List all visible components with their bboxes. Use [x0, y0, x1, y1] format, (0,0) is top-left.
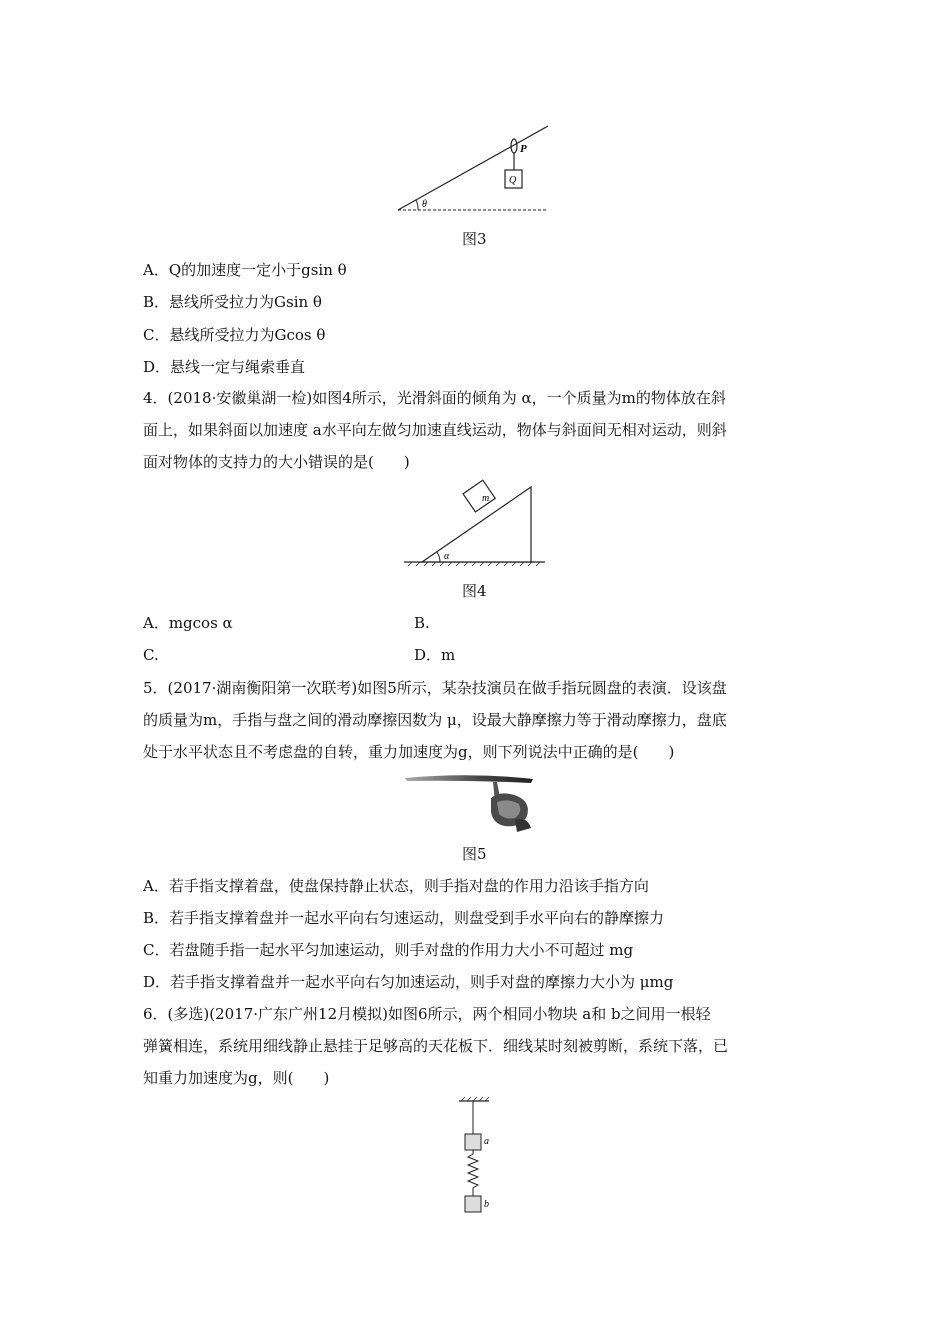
- q4-text-line-1: 4．(2018·安徽巢湖一检)如图4所示，光滑斜面的倾角为 α，一个质量为m的物体放在斜: [143, 389, 726, 407]
- q5-option-a: A．若手指支撑着盘，使盘保持静止状态，则手指对盘的作用力沿该手指方向: [143, 877, 649, 895]
- label-alpha: α: [444, 551, 450, 562]
- block-a: [465, 1134, 481, 1150]
- figure-5-photo: [405, 772, 535, 832]
- q5-text-line-2: 的质量为m，手指与盘之间的滑动摩擦因数为 μ，设最大静摩擦力等于滑动摩擦力，盘底: [143, 711, 727, 729]
- plate: [405, 775, 533, 783]
- figure-4-diagram: [400, 482, 550, 574]
- q4-option-c: C.: [143, 646, 159, 664]
- q5-text-line-3: 处于水平状态且不考虑盘的自转，重力加速度为g，则下列说法中正确的是( ): [143, 743, 675, 761]
- label-theta: θ: [422, 199, 427, 210]
- incline-rope: [398, 126, 548, 210]
- q6-text-line-1: 6．(多选)(2017·广东广州12月模拟)如图6所示，两个相同小物块 a和 b之间用一根轻: [143, 1005, 711, 1023]
- label-a: a: [484, 1136, 489, 1147]
- q4-text-line-2: 面上，如果斜面以加速度 a水平向左做匀加速直线运动，物体与斜面间无相对运动，则斜: [143, 421, 727, 439]
- figure-5-caption: 图5: [462, 845, 487, 863]
- spring: [468, 1150, 478, 1196]
- block-b: [465, 1196, 481, 1212]
- q5-option-b: B．若手指支撑着盘并一起水平向右匀速运动，则盘受到手水平向右的静摩擦力: [143, 909, 665, 927]
- label-b: b: [484, 1199, 489, 1210]
- q4-text-line-3: 面对物体的支持力的大小错误的是( ): [143, 453, 410, 471]
- q5-text-line-1: 5．(2017·湖南衡阳第一次联考)如图5所示，某杂技演员在做手指玩圆盘的表演．设该盘: [143, 679, 727, 697]
- q5-option-d: D．若手指支撑着盘并一起水平向右匀加速运动，则手对盘的摩擦力大小为 μmg: [143, 973, 674, 991]
- label-q: Q: [509, 175, 517, 186]
- sleeve: [515, 819, 531, 832]
- angle-arc: [416, 200, 418, 210]
- q3-option-a: A．Q的加速度一定小于gsin θ: [143, 261, 347, 279]
- figure-3-caption: 图3: [462, 230, 487, 248]
- label-p: P: [520, 143, 527, 155]
- label-m: m: [482, 493, 490, 504]
- q3-option-d: D．悬线一定与绳索垂直: [143, 358, 306, 376]
- q5-option-c: C．若盘随手指一起水平匀加速运动，则手对盘的作用力大小不可超过 mg: [143, 941, 634, 959]
- figure-3-diagram: [390, 118, 560, 218]
- block-m: [463, 480, 495, 512]
- figure-4-caption: 图4: [462, 582, 487, 600]
- figure-6-diagram: [455, 1095, 505, 1215]
- q4-option-d: D．m: [414, 646, 456, 664]
- q6-text-line-3: 知重力加速度为g，则( ): [143, 1069, 330, 1087]
- q4-option-b: B.: [414, 614, 430, 632]
- q3-option-b: B．悬线所受拉力为Gsin θ: [143, 293, 322, 311]
- q3-option-c: C．悬线所受拉力为Gcos θ: [143, 326, 326, 344]
- q4-option-a: A．mgcos α: [143, 614, 233, 632]
- q6-text-line-2: 弹簧相连，系统用细线静止悬挂于足够高的天花板下．细线某时刻被剪断，系统下落，已: [143, 1037, 729, 1055]
